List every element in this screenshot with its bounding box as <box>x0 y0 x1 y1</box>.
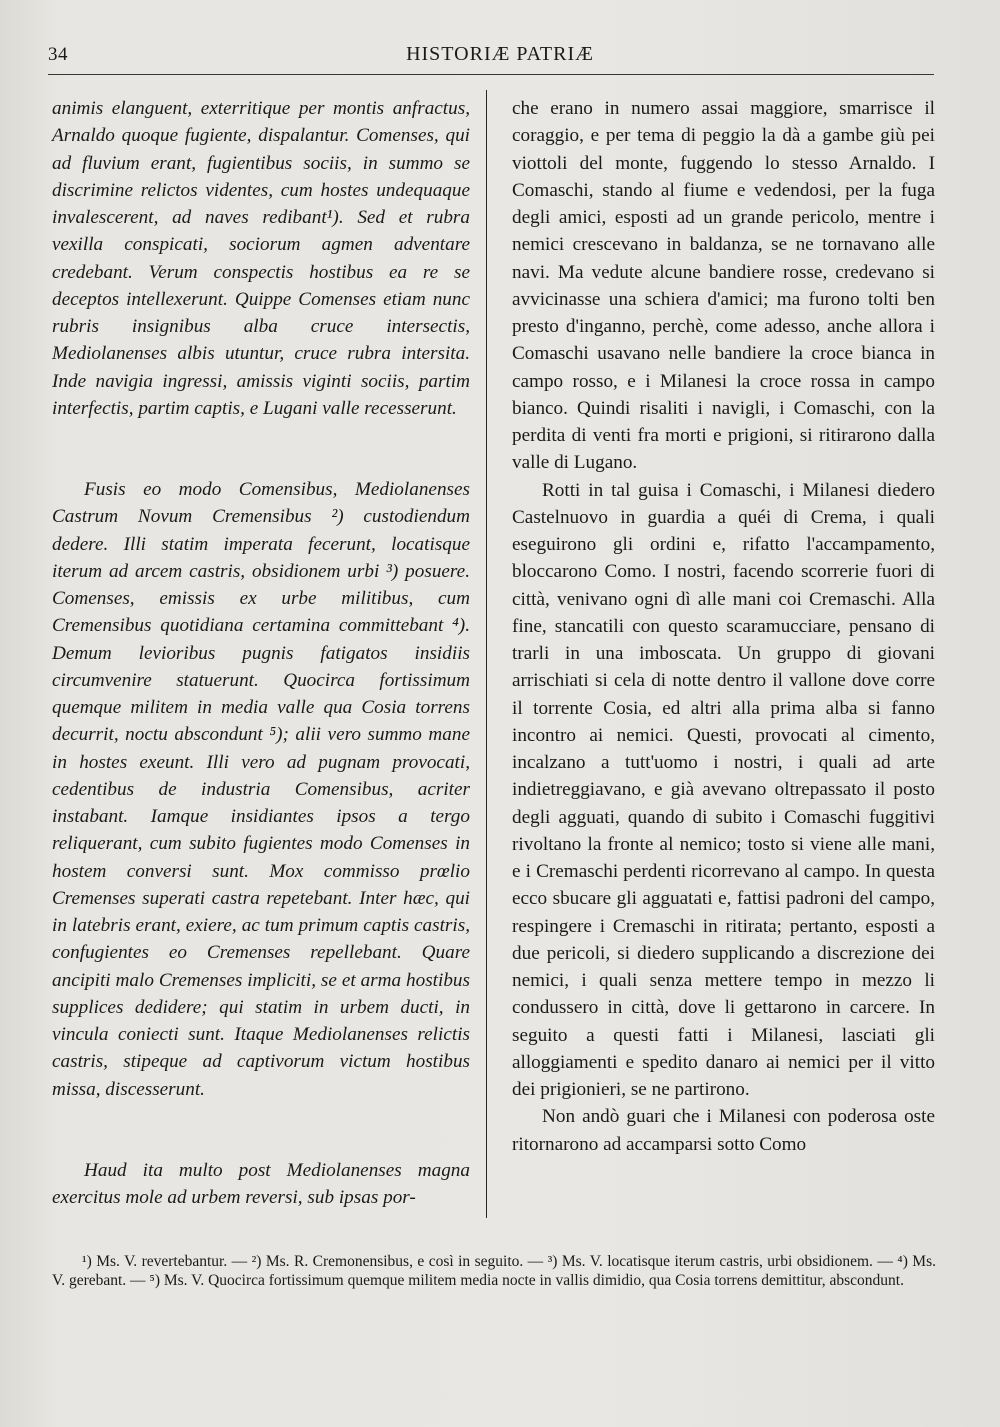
footnote-text: ¹) Ms. V. revertebantur. — ²) Ms. R. Cremonensibus, e così in seguito. — ³) Ms. V. locatisque iterum castris, urbi obsidionem. — ⁴) Ms. V. gerebant. — ⁵) Ms. V. Quocirca fortissimum quemque militem media nocte in vallis dimidio, qua Cosia torrens demittitur, abscondunt. <box>52 1253 936 1289</box>
latin-paragraph: Haud ita multo post Mediolanenses magna exercitus mole ad urbem reversi, sub ipsas por- <box>52 1159 470 1208</box>
footnotes <box>52 1252 936 1290</box>
header-rule <box>48 74 934 75</box>
latin-text-column <box>52 95 470 1211</box>
italian-paragraph: che erano in numero assai maggiore, smarrisce il coraggio, e per tema di peggio la dà a gambe giù pei viottoli del monte, fuggendo lo stesso Arnaldo. I Comaschi, stando al fiume e vedendosi, per la fuga degli amici, esposti ad un grande pericolo, mentre i nemici crescevano in baldanza, se ne tornavano alle navi. Ma vedute alcune bandiere rosse, credevano si avvicinasse una schiera d'amici; ma furono tolti ben presto d'inganno, perchè, come adesso, anche allora i Comaschi usavano nelle bandiere la croce bianca in campo rosso, e i Milanesi la croce rossa in campo bianco. Quindi risaliti i navigli, i Comaschi, con la perdita di venti fra morti e prigioni, si ritirarono dalla valle di Lugano. <box>512 98 935 474</box>
italian-paragraph: Non andò guari che i Milanesi con poderosa oste ritornarono ad accamparsi sotto Como <box>512 1106 935 1155</box>
italian-paragraph: Rotti in tal guisa i Comaschi, i Milanesi diedero Castelnuovo in guardia a quéi di Crema, i quali eseguirono gli ordini e, rifatto l'accampamento, bloccarono Como. I nostri, facendo scorrerie fuori di città, venivano ogni dì alle mani coi Cremaschi. Alla fine, stancatili con questo scaramucciare, pensano di trarli in una imboscata. Un gruppo di giovani arrischiati si cela di notte dentro il vallone dove corre il torrente Cosia, ed altri alla prima alba si fanno incontro ai nemici. Questi, provocati al cimento, incalzano a tutt'uomo i nostri, i quali ad arte indietreggiavano, e già avevano oltrepassato il posto degli agguati, quando di subito i Comaschi fuggitivi rivoltano la fronte al nemico; tosto si viene alle mani, e i Cremaschi perdenti ricorrevano al campo. In questa ecco sbucare gli agguatati e, fattisi padroni del campo, respingere i Cremaschi in ritirata; pertanto, esposti a due pericoli, si diedero supplicando a discrezione dei nemici, i quali senza mettere tempo in mezzo li condussero in città, dove li gettarono in carcere. In seguito a questi fatti i Milanesi, lasciati gli alloggiamenti e spedito danaro ai nemici per il vitto dei prigionieri, se ne partirono. <box>512 479 935 1100</box>
column-divider <box>486 90 487 1218</box>
running-title: HISTORIÆ PATRIÆ <box>406 43 594 65</box>
page-number: 34 <box>48 44 68 65</box>
latin-paragraph: animis elanguent, exterritique per montis anfractus, Arnaldo quoque fugiente, dispalantur. Comenses, qui ad fluvium erant, fugientibus sociis, in summo se discrimine relictos videntes, cum hostes undequaque invalescerent, ad naves redibant¹). Sed et rubra vexilla conspicati, sociorum agmen adventare credebant. Verum conspectis hostibus ea re se deceptos intellexerunt. Quippe Comenses etiam nunc rubris insignibus alba cruce intersectis, Mediolanenses albis utuntur, cruce rubra intersita. Inde navigia ingressi, amissis viginti sociis, partim interfectis, partim captis, e Lugani valle recesserunt. <box>52 98 470 419</box>
latin-paragraph: Fusis eo modo Comensibus, Mediolanenses Castrum Novum Cremensibus ²) custodiendum dedere. Illi statim imperata fecerunt, locatisque iterum ad arcem castris, obsidionem urbi ³) posuere. Comenses, emissis ex urbe militibus, cum Cremensibus quotidiana certamina committebant ⁴). Demum levioribus pugnis fatigatos insidiis circumvenire statuerunt. Quocirca fortissimum quemque militem in media valle qua Cosia torrens decurrit, noctu abscondunt ⁵); alii vero summo mane in hostes exeunt. Illi vero ad pugnam provocati, cedentibus de industria Comensibus, acriter instabant. Iamque insidiantes ipsos a tergo reliquerant, cum subito fugientes modo Comenses in hostem conversi sunt. Mox commisso prœlio Cremenses superati castra repetebant. Inter hæc, qui in latebris erant, exiere, ac tum primum captis castris, confugientes eo Cremenses repellebant. Quare ancipiti malo Cremenses impliciti, se et arma hostibus supplices dedidere; qui statim in urbem ducti, in vincula coniecti sunt. Itaque Mediolanenses relictis castris, stipeque ad captivorum victum hostibus missa, discesserunt. <box>52 479 470 1100</box>
italian-text-column <box>512 95 935 1158</box>
